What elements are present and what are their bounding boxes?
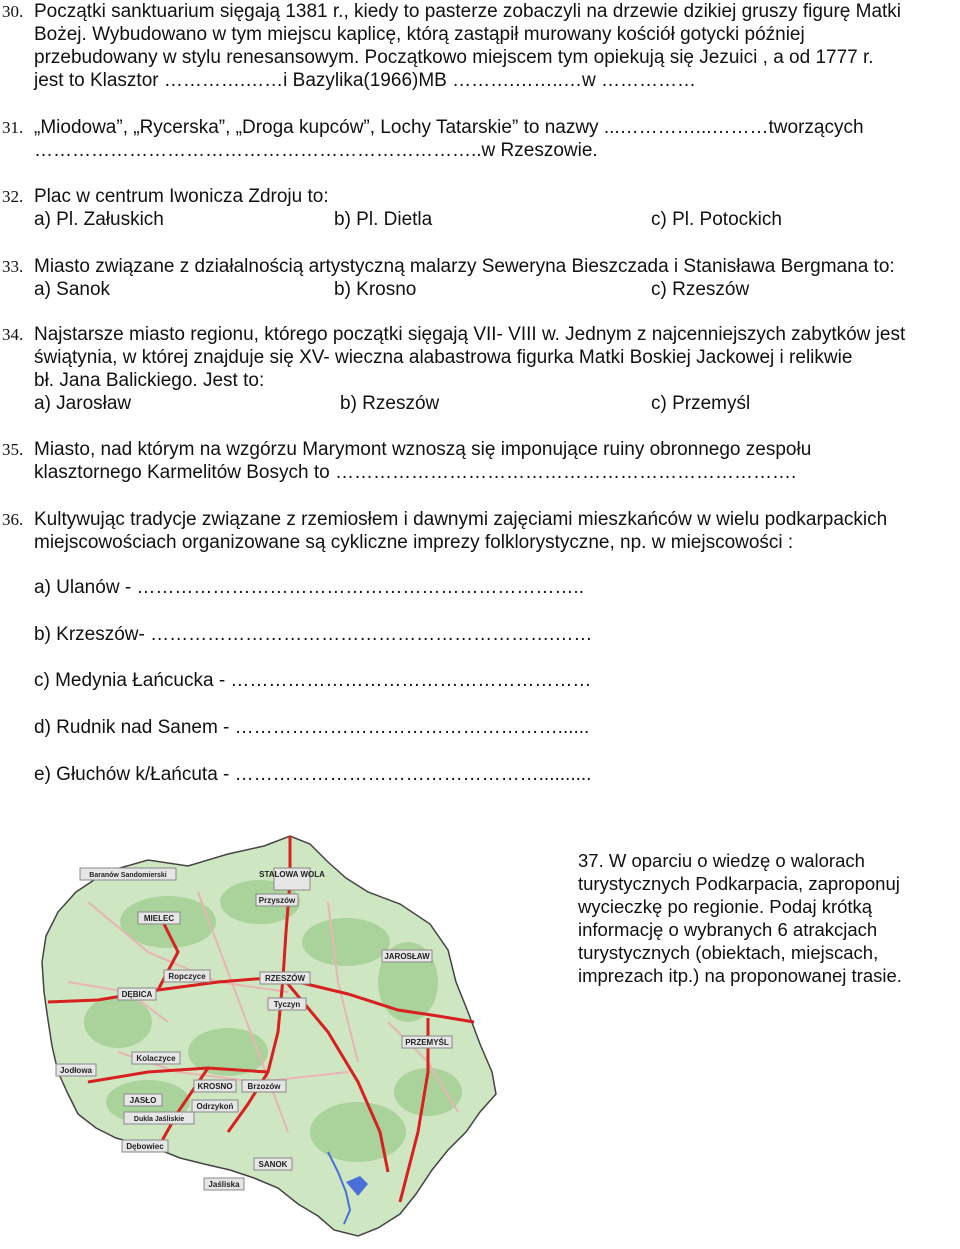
option-a: a) Sanok xyxy=(34,279,111,300)
question-text: miejscowościach organizowane są cykliczne imprezy folklorystyczne, np. w miejscowości : xyxy=(34,532,794,553)
answer-blank-line: ……………………………………………………………..w Rzeszowie. xyxy=(34,140,598,161)
answer-line-b: b) Krzeszów- ……………………………………………………….…… xyxy=(34,624,593,645)
question-text: świątynia, w której znajduje się XV- wieczna alabastrowa figurka Matki Boskiej Jackowej i relikwie xyxy=(34,347,853,368)
svg-text:JAROSŁAW: JAROSŁAW xyxy=(384,952,430,961)
question-34 xyxy=(0,323,958,416)
svg-text:Odrzykoń: Odrzykoń xyxy=(196,1102,234,1111)
svg-text:Przyszów: Przyszów xyxy=(258,896,296,905)
town-label xyxy=(194,1080,236,1092)
town-label xyxy=(56,1064,96,1076)
town-label xyxy=(256,894,298,906)
question-text: imprezach itp.) na proponowanej trasie. xyxy=(578,965,902,986)
question-text: Kultywując tradycje związane z rzemiosłem i dawnymi zajęciami mieszkańców w wielu podkarpackich xyxy=(34,509,888,530)
option-b: b) Rzeszów xyxy=(340,393,440,414)
question-number: 30. xyxy=(2,2,24,21)
svg-text:RZESZÓW: RZESZÓW xyxy=(265,974,305,983)
question-text: przebudowany w stylu renesansowym. Początkowo miejscem tym opiekują się Jezuici , a od 1777 r. xyxy=(34,47,874,68)
town-label xyxy=(138,912,180,924)
town-label xyxy=(132,1052,180,1064)
town-label xyxy=(118,988,156,1000)
region-map xyxy=(28,832,556,1242)
town-label xyxy=(192,1100,238,1112)
question-37 xyxy=(578,849,938,987)
question-text: bł. Jana Balickiego. Jest to: xyxy=(34,370,265,391)
question-text: Bożej. Wybudowano w tym miejscu kaplicę, którą zastąpił murowany kościół gotycki później xyxy=(34,24,805,45)
question-number: 33. xyxy=(2,257,24,276)
question-number: 35. xyxy=(2,440,24,459)
svg-text:MIELEC: MIELEC xyxy=(143,914,175,923)
question-text: Miasto związane z działalnością artystyczną malarzy Seweryna Bieszczada i Stanisława Bergmana to: xyxy=(34,256,895,277)
town-label xyxy=(382,950,432,962)
answer-line-c: c) Medynia Łańcucka - ………………………………………………… xyxy=(34,670,592,691)
svg-text:STALOWA WOLA: STALOWA WOLA xyxy=(259,870,325,879)
town-label xyxy=(80,868,176,880)
question-35 xyxy=(0,438,958,484)
option-c: c) Pl. Potockich xyxy=(651,209,782,230)
town-label xyxy=(268,998,306,1010)
question-text: turystycznych (obiektach, miejscach, xyxy=(578,942,879,963)
answer-line-a: a) Ulanów - …………………………………………………………….. xyxy=(34,577,584,598)
town-label xyxy=(242,1080,286,1092)
question-33 xyxy=(0,255,958,302)
svg-text:Tyczyn: Tyczyn xyxy=(273,1000,301,1009)
option-a: a) Jarosław xyxy=(34,393,132,414)
town-label xyxy=(122,1140,168,1152)
question-32 xyxy=(0,185,958,232)
town-label xyxy=(164,970,210,982)
svg-text:SANOK: SANOK xyxy=(258,1160,288,1169)
question-text: Najstarsze miasto regionu, którego początki sięgają VII- VIII w. Jednym z najcenniejszych zabytków jest xyxy=(34,324,906,345)
svg-text:Kolaczyce: Kolaczyce xyxy=(136,1054,176,1063)
svg-text:Dębowiec: Dębowiec xyxy=(126,1142,164,1151)
svg-text:Jodłowa: Jodłowa xyxy=(59,1066,93,1075)
svg-text:KROSNO: KROSNO xyxy=(197,1082,233,1091)
town-label xyxy=(204,1178,244,1190)
town-label xyxy=(402,1036,452,1048)
town-label xyxy=(260,972,310,984)
question-text: „Miodowa”, „Rycerska”, „Droga kupców”, Lochy Tatarskie” to nazwy ...…………...………tworzących xyxy=(34,117,864,138)
option-b: b) Pl. Dietla xyxy=(334,209,433,230)
question-number: 31. xyxy=(2,118,24,137)
answer-line-d: d) Rudnik nad Sanem - ……………………………………………...... xyxy=(34,717,590,738)
question-text: informację o wybranych 6 atrakcjach xyxy=(578,919,878,940)
question-text: Początki sanktuarium sięgają 1381 r., kiedy to pasterze zobaczyli na drzewie dzikiej gruszy figurę Matki xyxy=(34,1,902,22)
question-number: 32. xyxy=(2,187,24,206)
svg-text:DĘBICA: DĘBICA xyxy=(121,990,153,999)
svg-text:PRZEMYŚL: PRZEMYŚL xyxy=(405,1038,449,1047)
question-number: 36. xyxy=(2,510,24,529)
option-c: c) Przemyśl xyxy=(651,393,751,414)
option-b: b) Krosno xyxy=(334,279,417,300)
question-36 xyxy=(0,508,958,554)
question-number: 34. xyxy=(2,325,24,344)
town-label xyxy=(124,1094,162,1106)
option-c: c) Rzeszów xyxy=(651,279,750,300)
answer-line-e: e) Głuchów k/Łańcuta - ………………………………………….......... xyxy=(34,764,592,785)
svg-text:Baranów Sandomierski: Baranów Sandomierski xyxy=(89,872,167,879)
svg-text:Brzozów: Brzozów xyxy=(247,1082,281,1091)
option-a: a) Pl. Załuskich xyxy=(34,209,164,230)
question-31 xyxy=(0,116,958,162)
question-text: turystycznych Podkarpacia, zaproponuj xyxy=(578,873,900,894)
answer-blank-line: klasztornego Karmelitów Bosych to ………………………………………………………………. xyxy=(34,462,797,483)
question-text: Plac w centrum Iwonicza Zdroju to: xyxy=(34,186,329,207)
town-label xyxy=(124,1112,194,1124)
svg-text:Dukla Jaśliskie: Dukla Jaśliskie xyxy=(133,1116,185,1123)
question-30 xyxy=(0,0,958,92)
svg-text:Ropczyce: Ropczyce xyxy=(168,972,206,981)
question-text: wycieczkę po regionie. Podaj krótką xyxy=(578,896,873,917)
question-text: Miasto, nad którym na wzgórzu Marymont wznoszą się imponujące ruiny obronnego zespołu xyxy=(34,439,812,460)
answer-blank-line: jest to Klasztor ………….……i Bazylika(1966)MB ……….……..…w …………… xyxy=(34,70,696,91)
question-text: 37. W oparciu o wiedzę o walorach xyxy=(578,850,865,871)
svg-text:Jaśliska: Jaśliska xyxy=(208,1180,240,1189)
town-label xyxy=(254,1158,292,1170)
svg-text:JASŁO: JASŁO xyxy=(129,1096,157,1105)
